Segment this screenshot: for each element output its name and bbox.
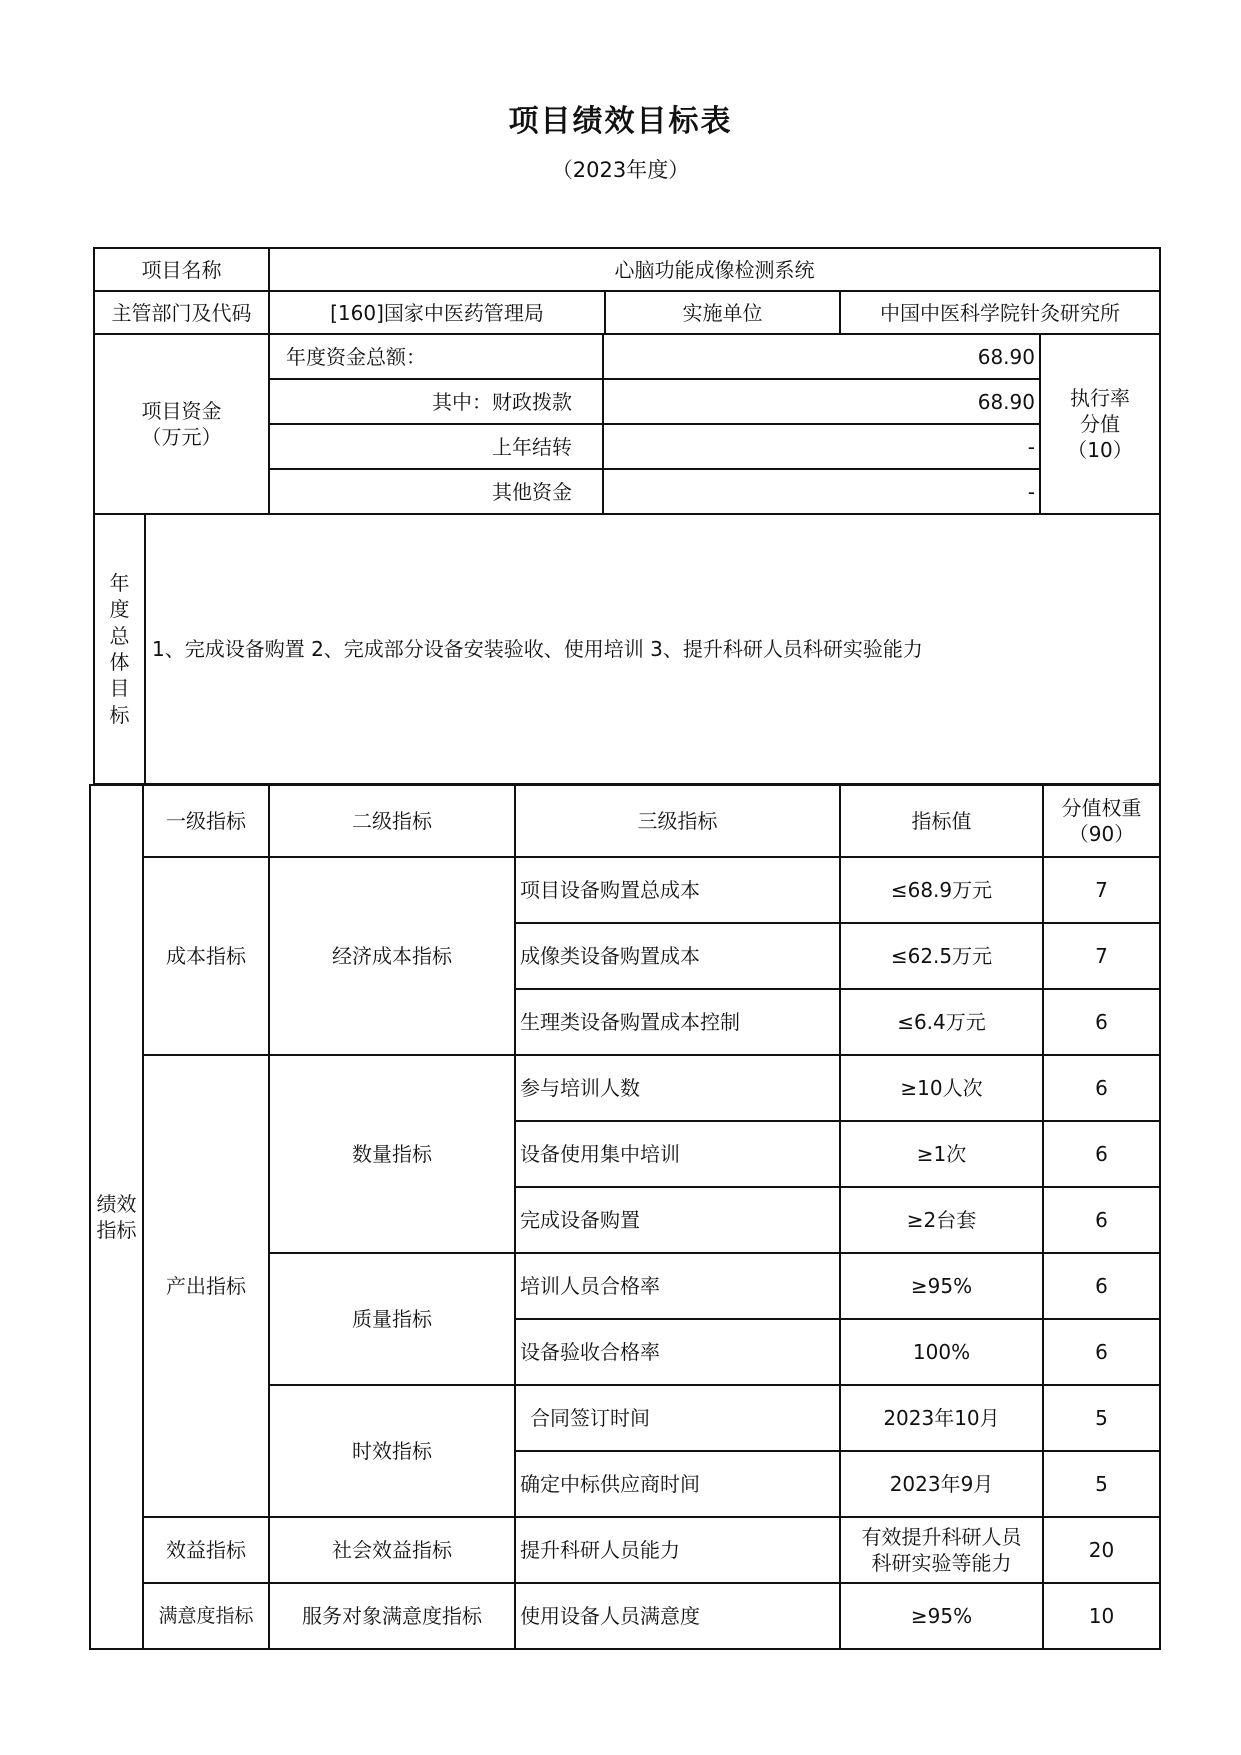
indicator-value: ≥1次 <box>840 1121 1043 1187</box>
funds-row-value: 68.90 <box>603 334 1040 379</box>
goal-label-char: 总 <box>109 623 130 648</box>
indicator-name: 确定中标供应商时间 <box>515 1451 840 1517</box>
output-level1: 产出指标 <box>143 1055 269 1517</box>
indicator-name: 项目设备购置总成本 <box>515 857 840 923</box>
project-name-value: 心脑功能成像检测系统 <box>269 248 1160 291</box>
goal-label-char: 年 <box>109 570 130 595</box>
funds-row-label: 其中：财政拨款 <box>269 379 603 424</box>
funds-row-value: - <box>603 469 1040 514</box>
quantity-level2: 数量指标 <box>269 1055 515 1253</box>
indicator-weight: 5 <box>1043 1385 1160 1451</box>
page-subtitle: （2023年度） <box>551 158 690 182</box>
funds-row-label: 年度资金总额： <box>269 334 603 379</box>
indicator-name: 完成设备购置 <box>515 1187 840 1253</box>
dept-label: 主管部门及代码 <box>94 291 269 334</box>
indicator-name: 合同签订时间 <box>515 1385 840 1451</box>
header-level1: 一级指标 <box>143 785 269 857</box>
indicator-name: 设备验收合格率 <box>515 1319 840 1385</box>
indicator-weight: 6 <box>1043 989 1160 1055</box>
indicators-table <box>89 784 1161 1650</box>
indicator-value: ≥2台套 <box>840 1187 1043 1253</box>
indicators-side-label <box>90 785 143 1649</box>
goal-label-char: 体 <box>109 650 130 674</box>
indicator-weight: 6 <box>1043 1055 1160 1121</box>
indicator-weight: 6 <box>1043 1121 1160 1187</box>
execution-score-line3: （10） <box>1067 438 1133 462</box>
indicator-value: ≥95% <box>840 1583 1043 1649</box>
project-name-label: 项目名称 <box>94 248 269 291</box>
indicator-weight: 7 <box>1043 923 1160 989</box>
goal-label-char: 目 <box>109 676 130 701</box>
header-level3: 三级指标 <box>515 785 840 857</box>
indicator-value <box>840 1517 1043 1583</box>
funds-row-label: 其他资金 <box>269 469 603 514</box>
indicator-weight: 7 <box>1043 857 1160 923</box>
indicator-name: 生理类设备购置成本控制 <box>515 989 840 1055</box>
goal-text: 1、完成设备购置 2、完成部分设备安装验收、使用培训 3、提升科研人员科研实验能力 <box>145 514 1160 784</box>
indicator-value: ≤62.5万元 <box>840 923 1043 989</box>
indicators-side-label-line1: 绩效 <box>96 1192 137 1216</box>
unit-label: 实施单位 <box>604 292 839 333</box>
benefit-level2: 社会效益指标 <box>269 1517 515 1583</box>
timeliness-level2: 时效指标 <box>269 1385 515 1517</box>
funds-row-value: - <box>603 424 1040 469</box>
header-weight <box>1043 785 1160 857</box>
funds-row-value: 68.90 <box>603 379 1040 424</box>
indicator-name: 培训人员合格率 <box>515 1253 840 1319</box>
header-value: 指标值 <box>840 785 1043 857</box>
goal-label-char: 度 <box>109 597 130 622</box>
indicator-name: 参与培训人数 <box>515 1055 840 1121</box>
indicator-value: ≥10人次 <box>840 1055 1043 1121</box>
dept-unit-row <box>269 291 1160 334</box>
indicator-weight: 5 <box>1043 1451 1160 1517</box>
funds-label-line2: （万元） <box>141 425 222 449</box>
execution-score <box>1040 334 1160 514</box>
goal-label-char: 标 <box>109 702 130 727</box>
benefit-value-line1: 有效提升科研人员 <box>861 1525 1022 1549</box>
indicator-weight: 20 <box>1043 1517 1160 1583</box>
funds-row-label: 上年结转 <box>269 424 603 469</box>
quality-level2: 质量指标 <box>269 1253 515 1385</box>
header-level2: 二级指标 <box>269 785 515 857</box>
benefit-level1: 效益指标 <box>143 1517 269 1583</box>
indicator-weight: 6 <box>1043 1319 1160 1385</box>
project-info-table <box>93 247 1161 785</box>
indicator-value: 2023年10月 <box>840 1385 1043 1451</box>
satisfaction-level2: 服务对象满意度指标 <box>269 1583 515 1649</box>
funds-label <box>94 334 269 514</box>
dept-value: [160]国家中医药管理局 <box>330 300 544 325</box>
indicator-weight: 10 <box>1043 1583 1160 1649</box>
indicators-side-label-line2: 指标 <box>96 1218 137 1242</box>
goal-label <box>94 514 145 784</box>
indicator-value: 100% <box>840 1319 1043 1385</box>
indicator-name: 成像类设备购置成本 <box>515 923 840 989</box>
header-weight-line2: （90） <box>1068 822 1135 846</box>
indicator-name: 提升科研人员能力 <box>515 1517 840 1583</box>
indicator-value: 2023年9月 <box>840 1451 1043 1517</box>
indicator-name: 设备使用集中培训 <box>515 1121 840 1187</box>
page-title: 项目绩效目标表 <box>508 104 733 139</box>
cost-level1: 成本指标 <box>143 857 269 1055</box>
indicator-weight: 6 <box>1043 1253 1160 1319</box>
satisfaction-level1: 满意度指标 <box>143 1583 269 1649</box>
header-weight-line1: 分值权重 <box>1061 796 1142 820</box>
benefit-value-line2: 科研实验等能力 <box>871 1551 1012 1575</box>
indicator-value: ≤6.4万元 <box>840 989 1043 1055</box>
unit-value: 中国中医科学院针灸研究所 <box>839 292 1159 333</box>
funds-label-line1: 项目资金 <box>141 399 222 423</box>
indicator-value: ≤68.9万元 <box>840 857 1043 923</box>
execution-score-line2: 分值 <box>1080 412 1120 436</box>
cost-level2: 经济成本指标 <box>269 857 515 1055</box>
indicator-weight: 6 <box>1043 1187 1160 1253</box>
execution-score-line1: 执行率 <box>1070 386 1130 410</box>
indicator-value: ≥95% <box>840 1253 1043 1319</box>
indicator-name: 使用设备人员满意度 <box>515 1583 840 1649</box>
